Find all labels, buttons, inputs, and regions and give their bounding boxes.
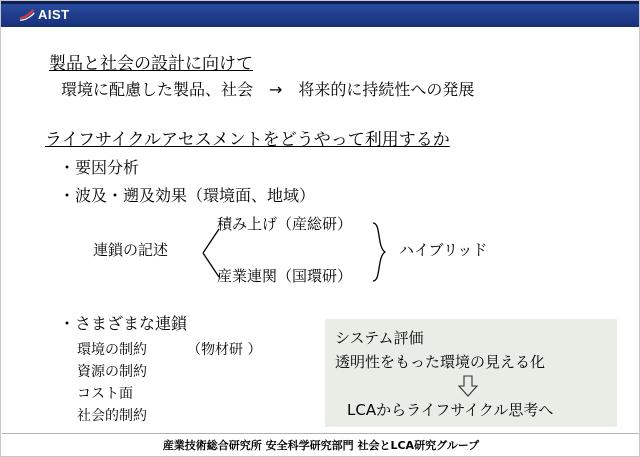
aist-logo-text: AIST	[38, 6, 70, 22]
footer-text: 産業技術総合研究所 安全科学研究部門 社会とLCA研究グループ	[162, 439, 480, 452]
diagram-branch-bottomup: 積み上げ（産総研）	[217, 215, 353, 233]
sub-item-cost: コスト面	[77, 386, 133, 402]
callout-line-transparency: 透明性をもった環境の見える化	[335, 353, 546, 371]
header-bar	[1, 1, 640, 27]
heading-lca-usage: ライフサイクルアセスメントをどうやって利用するか	[45, 130, 450, 150]
aist-swoosh-icon	[19, 7, 35, 21]
slide-content	[1, 27, 640, 432]
bullet-factor-analysis: ・要因分析	[59, 158, 140, 177]
sub-item-resource: 資源の制約	[77, 364, 147, 380]
callout-line-system-eval: システム評価	[335, 329, 424, 347]
heading-product-society: 製品と社会の設計に向けて	[49, 54, 253, 74]
callout-box	[325, 319, 617, 427]
header-accent-line	[1, 1, 640, 4]
sub-note-busshitsu: （物材研 ）	[187, 342, 262, 358]
heading-product-society-sub: 環境に配慮した製品、社会 → 将来的に持続性への発展	[61, 80, 475, 99]
down-arrow-icon	[457, 375, 479, 397]
aist-logo	[19, 5, 70, 23]
diagram-connectors	[197, 207, 397, 297]
diagram-result-hybrid: ハイブリッド	[399, 241, 488, 259]
bullet-various-chains: ・さまざまな連鎖	[59, 314, 188, 333]
footer-divider	[2, 433, 640, 434]
sub-item-environment: 環境の制約	[77, 342, 147, 358]
bullet-ripple-effects: ・波及・遡及効果（環境面、地域）	[59, 186, 316, 205]
diagram-source-label: 連鎖の記述	[93, 241, 169, 259]
diagram-branch-io: 産業連関（国環研）	[217, 267, 353, 285]
callout-line-lca-thinking: LCAからライフサイクル思考へ	[347, 401, 554, 419]
sub-item-social: 社会的制約	[77, 408, 147, 424]
